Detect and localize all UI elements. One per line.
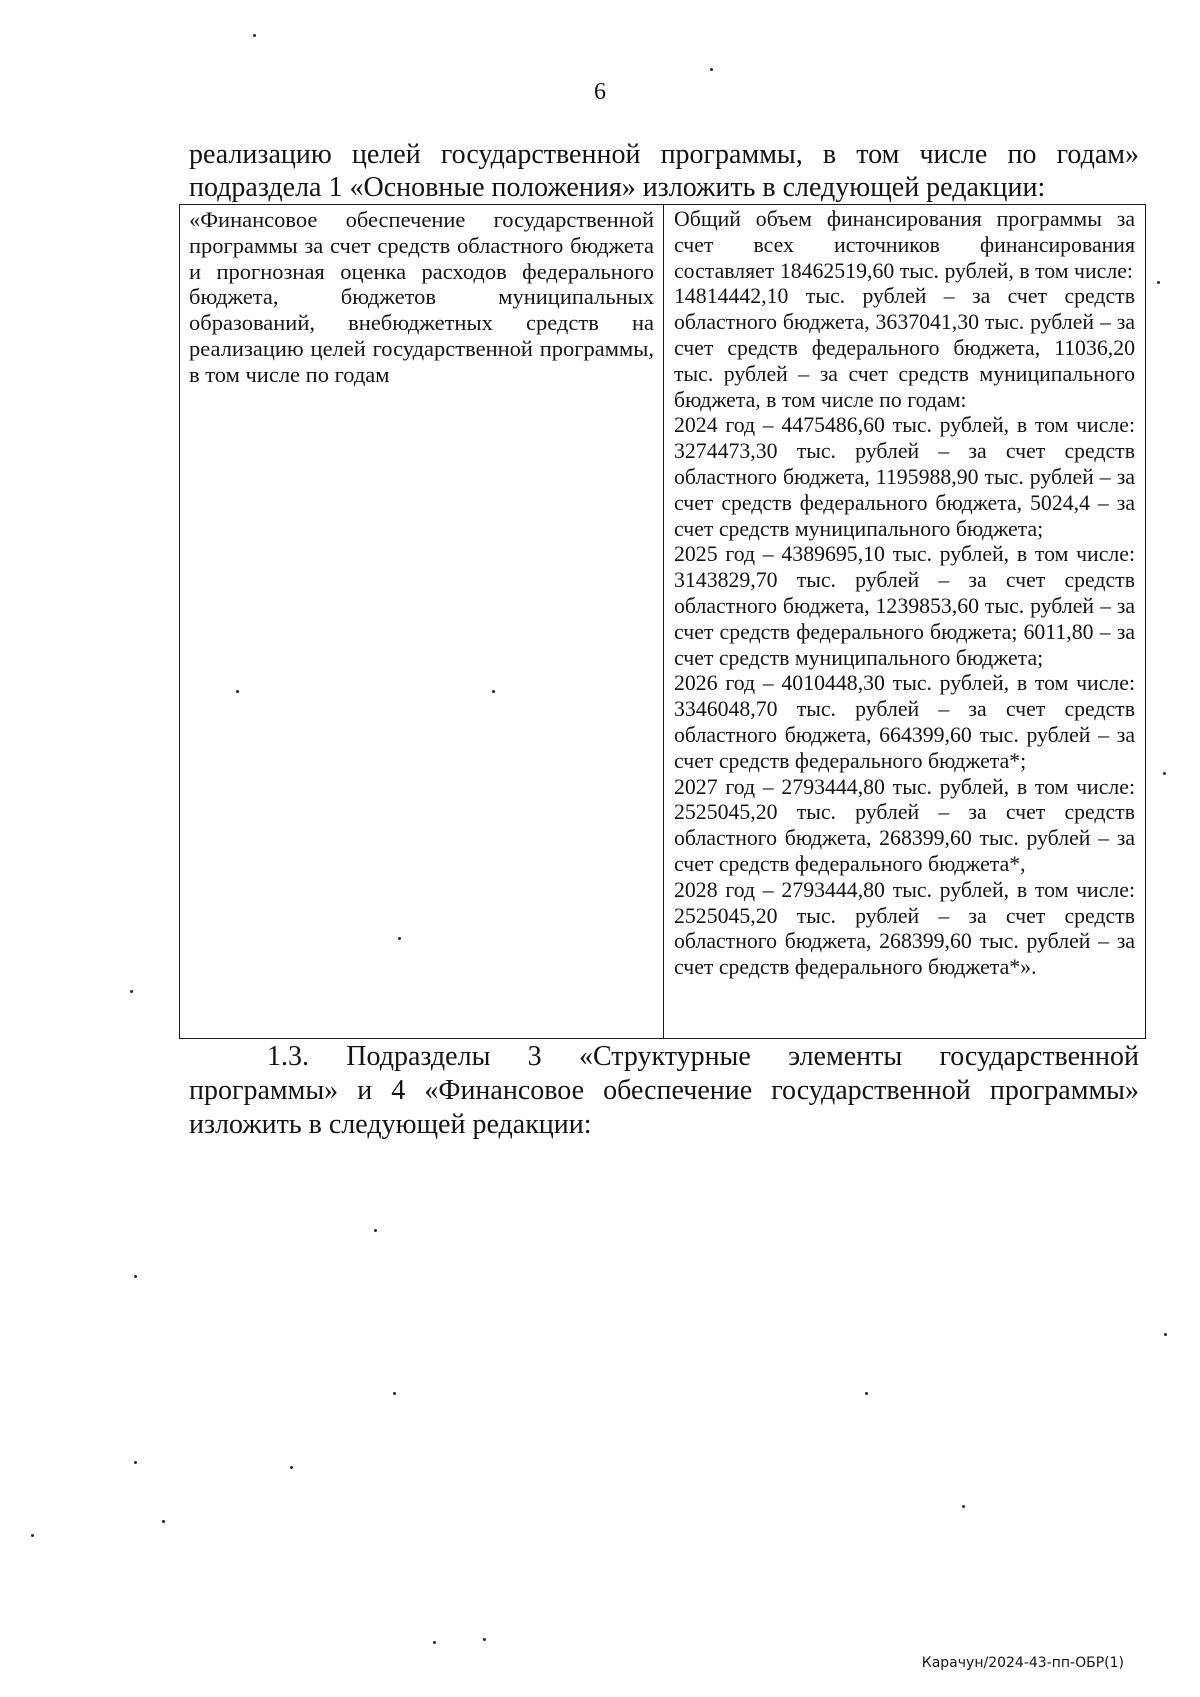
intro-line-2: подраздела 1 «Основные положения» изложить в следующей редакции:	[189, 172, 1046, 203]
scan-speck	[1163, 772, 1166, 775]
scan-speck	[130, 990, 133, 993]
section-1-3	[189, 1040, 1139, 1142]
table-left-cell	[180, 205, 664, 1038]
scan-speck	[134, 1275, 137, 1278]
scan-speck	[1157, 281, 1160, 284]
right-cell-sources: 14814442,10 тыс. рублей – за счет средств областного бюджета, 3637041,30 тыс. рублей – за счет средств федерального бюджета, 11036,20 тыс. рублей – за счет средств муниципального бюджета, в том числе по годам:	[674, 284, 1135, 412]
scan-speck	[1164, 1333, 1167, 1336]
scan-speck	[483, 1638, 486, 1641]
intro-line-1: реализацию целей государственной программы, в том числе по годам»	[189, 139, 1139, 170]
right-cell-year-2027: 2027 год – 2793444,80 тыс. рублей, в том числе: 2525045,20 тыс. рублей – за счет средств областного бюджета, 268399,60 тыс. рублей – за счет средств федерального бюджета*,	[674, 774, 1135, 876]
scan-speck	[398, 937, 401, 940]
scan-speck	[393, 1392, 396, 1395]
scan-speck	[374, 1229, 377, 1232]
scan-speck	[962, 1505, 965, 1508]
right-cell-total: Общий объем финансирования программы за счет всех источников финансирования составляет 18462519,60 тыс. рублей, в том числе:	[674, 207, 1135, 283]
right-cell-year-2028: 2028 год – 2793444,80 тыс. рублей, в том числе: 2525045,20 тыс. рублей – за счет средств областного бюджета, 268399,60 тыс. рублей – за счет средств федерального бюджета*».	[674, 877, 1135, 980]
scan-speck	[236, 690, 239, 693]
table-right-cell	[664, 205, 1145, 1038]
scan-speck	[492, 690, 495, 693]
section-1-3-text: 1.3. Подразделы 3 «Структурные элементы государственной программы» и 4 «Финансовое обеспечение государственной программы» изложить в следующей редакции:	[189, 1041, 1139, 1140]
scan-speck	[162, 1520, 165, 1523]
scan-speck	[433, 1641, 436, 1644]
right-cell-year-2026: 2026 год – 4010448,30 тыс. рублей, в том числе: 3346048,70 тыс. рублей – за счет средств областного бюджета, 664399,60 тыс. рублей – за счет средств федерального бюджета*;	[674, 671, 1135, 773]
right-cell-year-2024: 2024 год – 4475486,60 тыс. рублей, в том числе: 3274473,30 тыс. рублей – за счет средств областного бюджета, 1195988,90 тыс. рублей – за счет средств федерального бюджета, 5024,4 – за счет средств муниципального бюджета;	[674, 413, 1135, 541]
scan-speck	[865, 1392, 868, 1395]
scan-speck	[290, 1466, 293, 1469]
document-code: Карачун/2024-43-пп-ОБР(1)	[921, 1655, 1124, 1671]
scan-speck	[134, 1461, 137, 1464]
intro-paragraph	[189, 138, 1139, 204]
right-cell-year-2025: 2025 год – 4389695,10 тыс. рублей, в том числе: 3143829,70 тыс. рублей – за счет средств областного бюджета, 1239853,60 тыс. рублей – за счет средств федерального бюджета; 6011,80 – за счет средств муниципального бюджета;	[674, 542, 1135, 670]
page-number: 6	[594, 79, 606, 105]
left-cell-text: «Финансовое обеспечение государственной программы за счет средств областного бюджета и прогнозная оценка расходов федерального бюджета, бюджетов муниципальных образований, внебюджетных средств на реализацию целей государственной программы, в том числе по годам	[189, 207, 654, 387]
scan-speck	[253, 34, 256, 37]
financing-table	[179, 204, 1146, 1039]
scan-speck	[710, 68, 713, 71]
scan-speck	[31, 1534, 34, 1537]
